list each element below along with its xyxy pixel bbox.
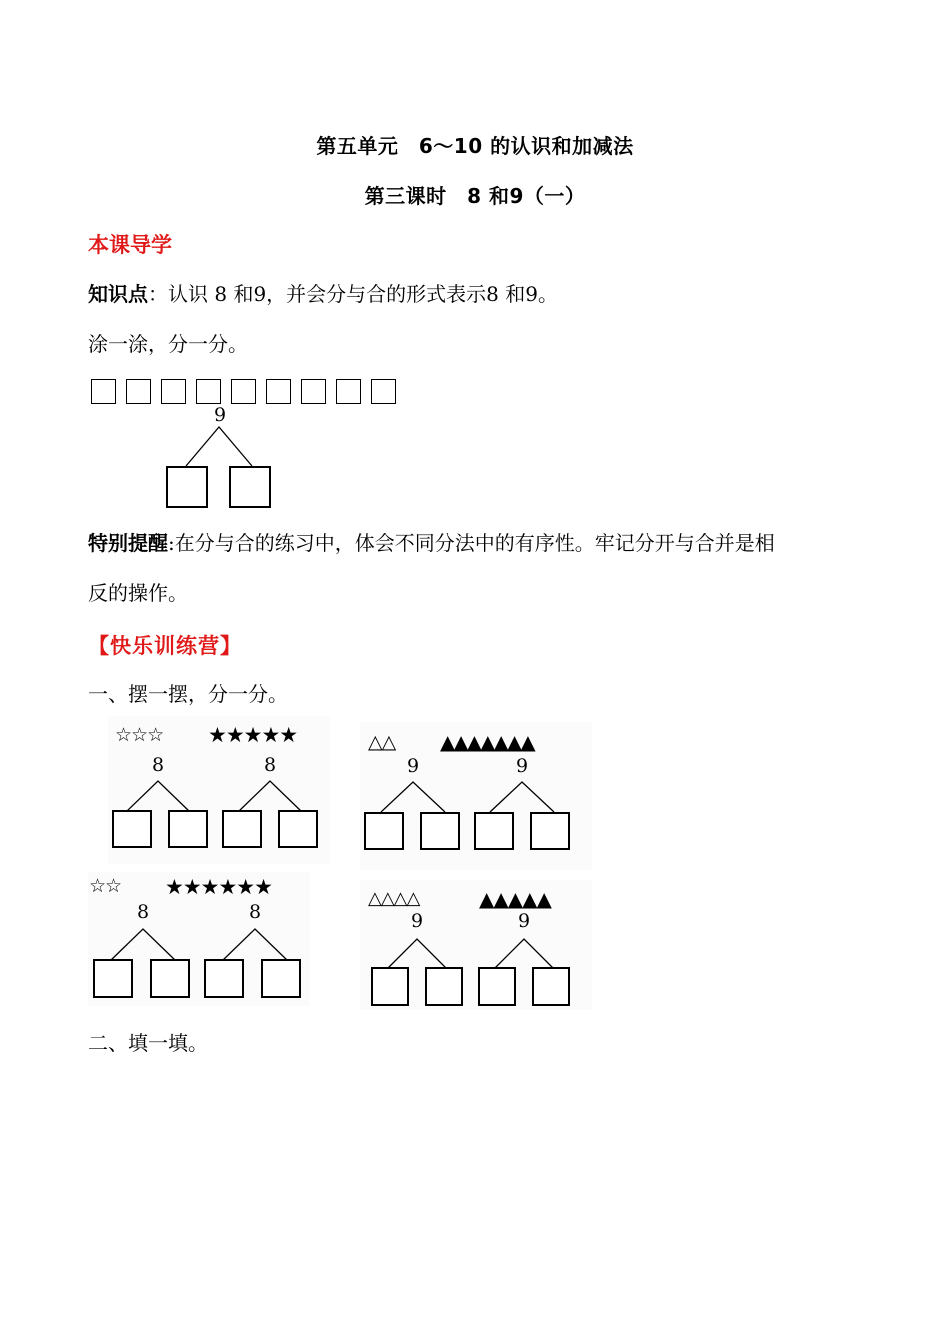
tree-number: 9	[406, 755, 420, 777]
unit-title: 第五单元 6～10 的认识和加减法	[316, 134, 634, 158]
solid-triangles: ▲▲▲▲▲▲▲	[440, 730, 534, 754]
lesson-title: 第三课时 8 和9（一）	[364, 184, 586, 208]
answer-box[interactable]	[478, 967, 516, 1006]
hollow-stars: ☆☆☆	[115, 724, 164, 746]
tree-number: 9	[515, 755, 529, 777]
tree-number: 9	[410, 910, 424, 932]
knowledge-label: 知识点	[88, 282, 148, 306]
question-2-prompt: 二、填一填。	[88, 1031, 208, 1055]
tree-number: 8	[151, 754, 165, 776]
tree-number: 9	[213, 404, 227, 426]
tree-number: 8	[248, 901, 262, 923]
practice-heading: 【快乐训练营】	[88, 634, 242, 658]
solid-stars: ★★★★★★	[165, 875, 272, 899]
hollow-triangles: △△△△	[368, 888, 420, 909]
tree-number: 9	[517, 910, 531, 932]
guide-heading: 本课导学	[88, 233, 172, 257]
answer-box[interactable]	[371, 967, 409, 1006]
solid-triangles: ▲▲▲▲▲	[479, 887, 551, 911]
activity-prompt: 涂一涂，分一分。	[88, 332, 248, 356]
reminder-text-line2: 反的操作。	[88, 581, 188, 605]
answer-box[interactable]	[532, 967, 570, 1006]
answer-box[interactable]	[425, 967, 463, 1006]
tree-number: 8	[263, 754, 277, 776]
reminder-label: 特别提醒	[88, 531, 168, 555]
solid-stars: ★★★★★	[208, 723, 298, 747]
tree-number: 8	[136, 901, 150, 923]
reminder-text: :在分与合的练习中，体会不同分法中的有序性。牢记分开与合并是相	[168, 531, 775, 555]
hollow-triangles: △△	[368, 731, 396, 753]
question-1-prompt: 一、摆一摆，分一分。	[88, 682, 288, 706]
knowledge-text: ：认识 8 和9，并会分与合的形式表示8 和9。	[148, 282, 558, 306]
hollow-stars: ☆☆	[89, 875, 122, 897]
